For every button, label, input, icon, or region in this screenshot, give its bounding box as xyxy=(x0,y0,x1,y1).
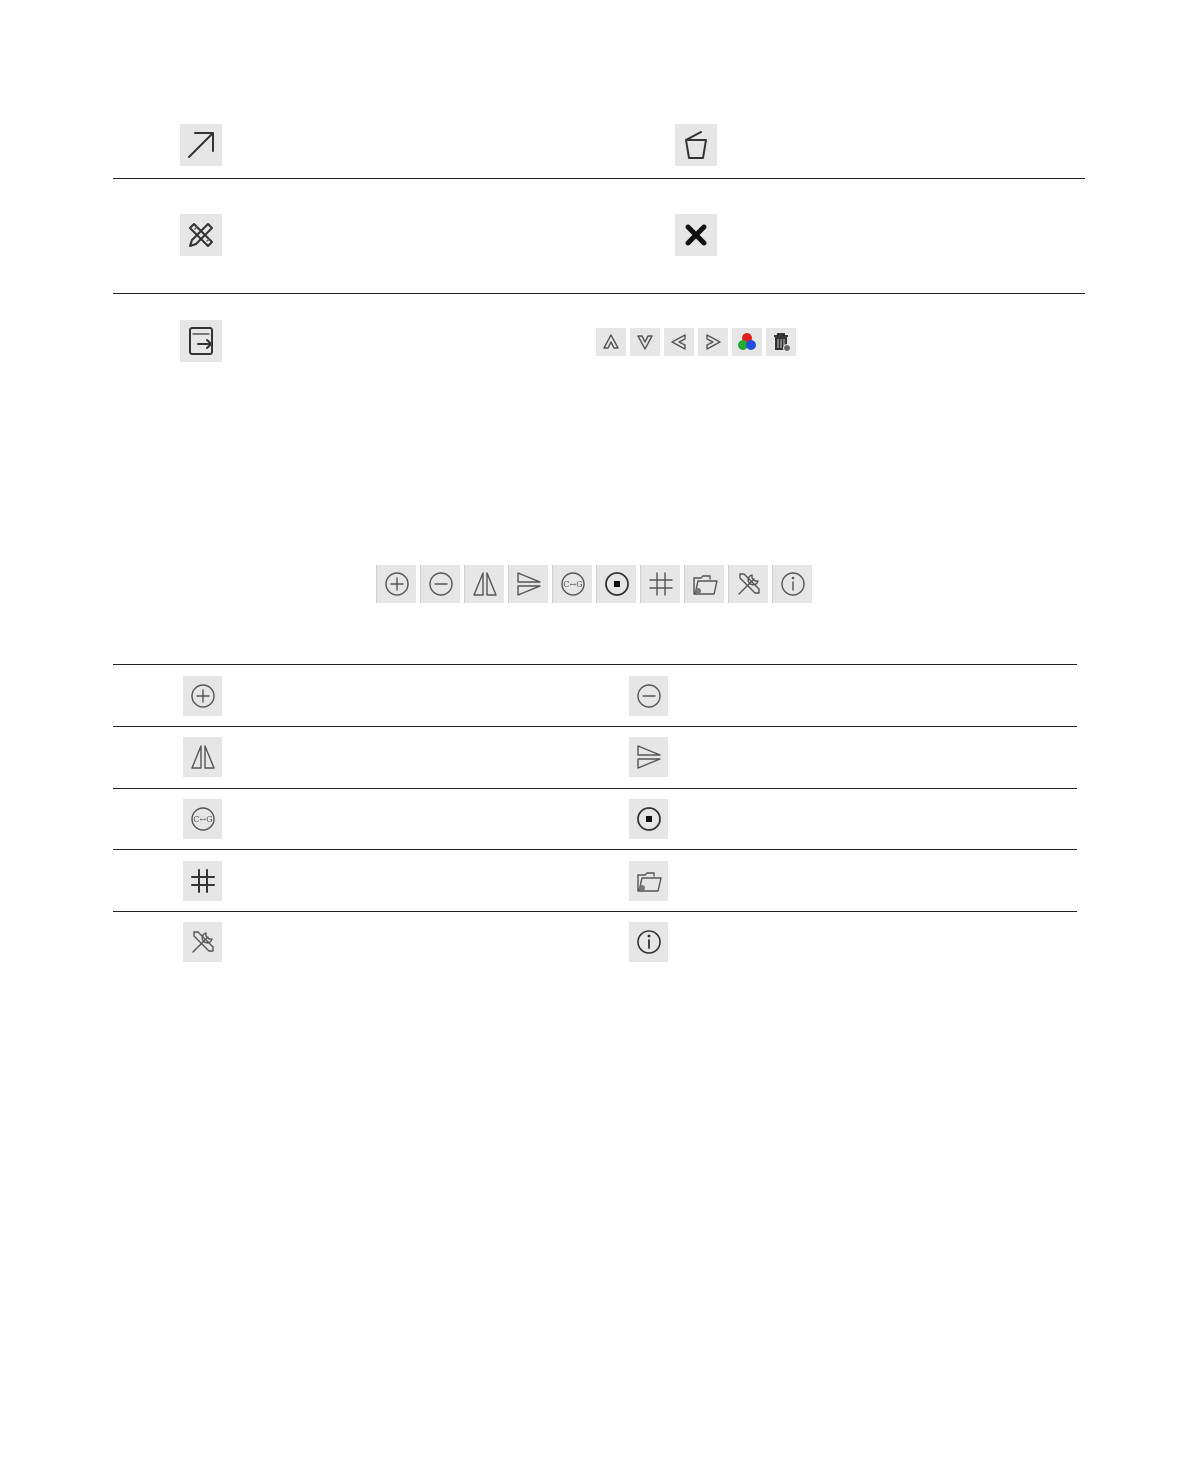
convert-label: C↔G xyxy=(192,815,213,824)
rgb-color-icon[interactable] xyxy=(732,328,762,356)
record-icon[interactable] xyxy=(596,565,636,603)
table-rule xyxy=(113,726,1077,727)
main-toolbar xyxy=(376,565,812,603)
convert-icon[interactable] xyxy=(552,565,592,603)
table-rule xyxy=(113,293,1085,294)
info-icon xyxy=(629,922,668,962)
mirror-horizontal-icon[interactable] xyxy=(464,565,504,603)
chevron-down-icon[interactable] xyxy=(630,328,660,356)
table-rule xyxy=(113,788,1077,789)
table-rule xyxy=(113,664,1077,665)
grid-icon[interactable] xyxy=(640,565,680,603)
mirror-vertical-icon[interactable] xyxy=(508,565,548,603)
chevron-left-icon[interactable] xyxy=(664,328,694,356)
table-rule xyxy=(113,178,1085,179)
arrow-up-right-icon xyxy=(180,124,222,166)
convert-icon xyxy=(183,799,222,839)
zoom-out-icon xyxy=(629,676,668,716)
mirror-horizontal-icon xyxy=(183,737,222,777)
convert-label: C↔G xyxy=(562,580,583,589)
close-x-icon xyxy=(675,214,717,256)
mirror-vertical-icon xyxy=(629,737,668,777)
table-rule xyxy=(113,849,1077,850)
info-icon[interactable] xyxy=(772,565,812,603)
table-rule xyxy=(113,911,1077,912)
cup-icon xyxy=(675,124,717,166)
record-icon xyxy=(629,799,668,839)
export-icon xyxy=(180,320,222,362)
tools-icon[interactable] xyxy=(728,565,768,603)
grid-icon xyxy=(183,861,222,901)
chevron-right-icon[interactable] xyxy=(698,328,728,356)
zoom-in-icon xyxy=(183,676,222,716)
chevron-up-icon[interactable] xyxy=(596,328,626,356)
trash-icon[interactable] xyxy=(766,328,796,356)
folder-icon xyxy=(629,861,668,901)
zoom-out-icon[interactable] xyxy=(420,565,460,603)
zoom-in-icon[interactable] xyxy=(376,565,416,603)
pencil-ruler-icon xyxy=(180,214,222,256)
mini-toolbar xyxy=(596,328,796,356)
tools-icon xyxy=(183,922,222,962)
folder-icon[interactable] xyxy=(684,565,724,603)
